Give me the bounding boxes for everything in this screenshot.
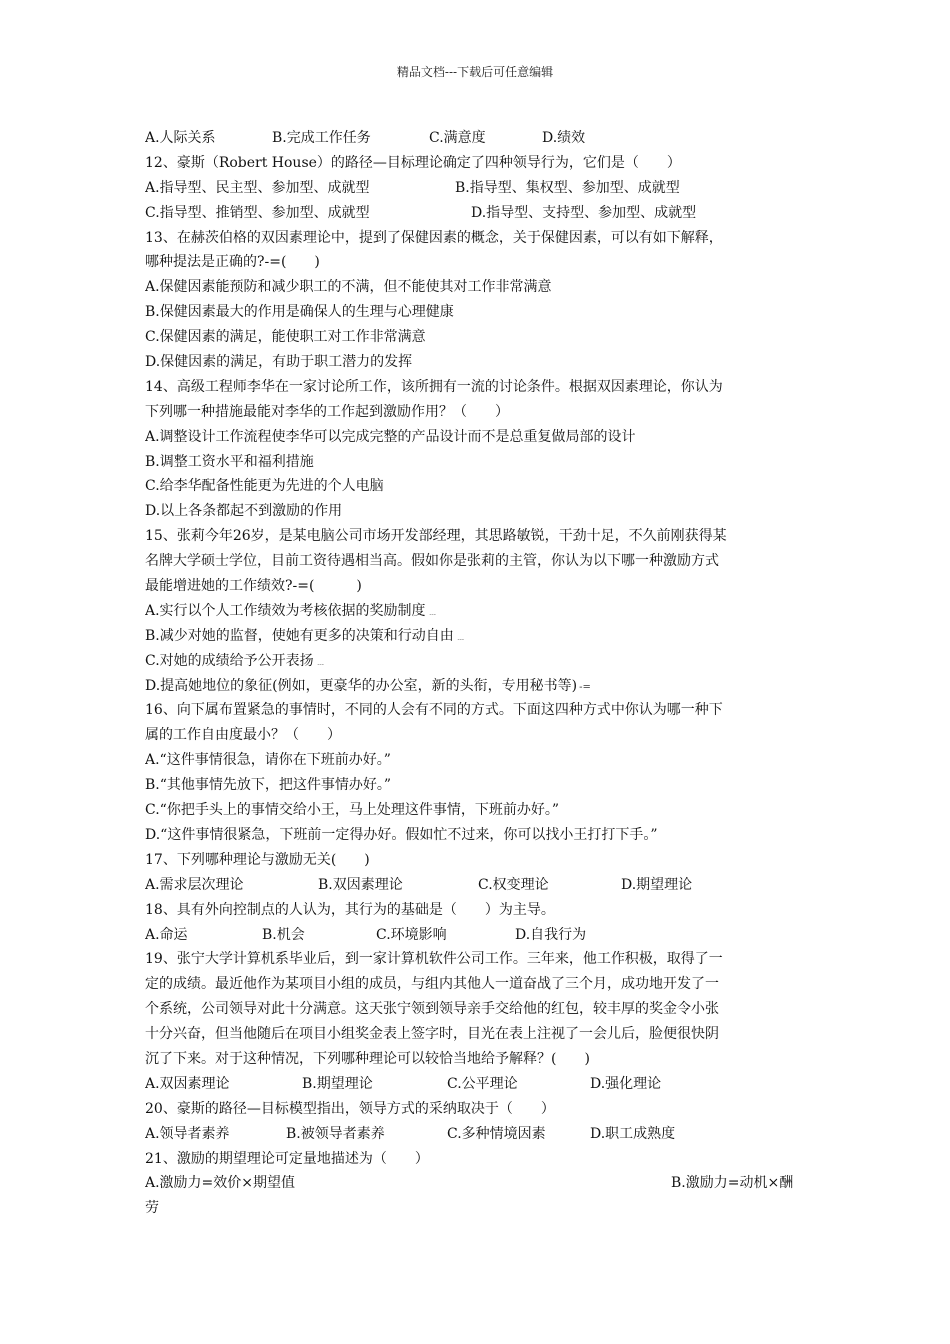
text-line — [145, 250, 810, 275]
option-item: A.领导者素养 — [145, 1125, 230, 1142]
line-text: A.保健因素能预防和减少职工的不满，但不能使其对工作非常满意 — [145, 279, 552, 296]
option-item: C.权变理论 — [478, 876, 549, 893]
line-text: 个系统，公司领导对此十分满意。这天张宁领到领导亲手交给他的红包，较丰厚的奖金令小张 — [145, 1001, 719, 1018]
text-line — [145, 898, 810, 923]
text-line — [145, 997, 810, 1022]
line-text: 十分兴奋，但当他随后在项目小组奖金表上签字时，目光在表上注视了一会儿后，脸便很快阴 — [145, 1026, 719, 1043]
line-text: B.调整工资水平和福利措施 — [145, 453, 314, 470]
option-item: C.指导型、推销型、参加型、成就型 — [145, 204, 370, 221]
text-line — [145, 723, 810, 748]
line-mark: ﹍ — [455, 631, 466, 643]
text-line — [145, 574, 810, 599]
line-text: 20、豪斯的路径—目标模型指出，领导方式的采纳取决于（ ） — [145, 1100, 555, 1117]
line-text: A.激励力=效价×期望值 — [145, 1175, 296, 1192]
line-text: 定的成绩。最近他作为某项目小组的成员，与组内其他人一道奋战了三个月，成功地开发了一 — [145, 976, 719, 993]
line-text: 哪种提法是正确的?-=( ) — [145, 254, 320, 271]
text-line — [145, 300, 810, 325]
option-item: C.满意度 — [429, 130, 486, 146]
option-item: D.期望理论 — [621, 876, 693, 893]
text-line — [145, 823, 810, 848]
line-text: D.以上各条都起不到激励的作用 — [145, 503, 343, 520]
option-item: D.强化理论 — [590, 1075, 662, 1092]
line-text: 17、下列哪种理论与激励无关( ) — [145, 851, 370, 868]
line-text: 属的工作自由度最小？（ ） — [145, 727, 341, 744]
text-line — [145, 748, 810, 773]
line-text: D.提高她地位的象征(例如，更豪华的办公室，新的头衔，专用秘书等) — [145, 677, 578, 694]
text-line — [145, 499, 810, 524]
line-text: 15、张莉今年26岁，是某电脑公司市场开发部经理，其思路敏锐，干劲十足，不久前刚获得某 — [145, 528, 727, 545]
option-item: D.绩效 — [542, 130, 586, 146]
text-line — [145, 649, 810, 674]
text-line — [145, 425, 810, 450]
line-text: C.保健因素的满足，能使职工对工作非常满意 — [145, 329, 426, 346]
text-line — [145, 474, 810, 499]
line-text: 18、具有外向控制点的人认为，其行为的基础是（ ）为主导。 — [145, 901, 555, 918]
text-line — [145, 450, 810, 475]
option-item: A.指导型、民主型、参加型、成就型 — [145, 179, 370, 196]
text-line — [145, 698, 810, 723]
text-line — [145, 848, 810, 873]
text-line — [145, 226, 810, 251]
line-text: D.“这件事情很紧急，下班前一定得办好。假如忙不过来，你可以找小王打打下手。” — [145, 826, 658, 843]
line-text: 12、豪斯（Robert House）的路径—目标理论确定了四种领导行为，它们是（ ） — [145, 154, 681, 171]
option-item: A.双因素理论 — [145, 1075, 230, 1092]
line-text: 14、高级工程师李华在一家讨论所工作，该所拥有一流的讨论条件。根据双因素理论，你认为 — [145, 378, 723, 395]
text-line — [145, 972, 810, 997]
text-line — [145, 350, 810, 375]
line-text: B.减少对她的监督，使她有更多的决策和行动自由 — [145, 627, 454, 644]
line-text: A.调整设计工作流程使李华可以完成完整的产品设计而不是总重复做局部的设计 — [145, 428, 636, 445]
line-mark: ﹍ — [315, 656, 326, 668]
text-line — [145, 1022, 810, 1047]
option-row — [145, 176, 810, 201]
option-row — [145, 873, 810, 898]
line-text: A.“这件事情很急，请你在下班前办好。” — [145, 752, 391, 769]
line-text: 最能增进她的工作绩效?-=( ) — [145, 578, 362, 595]
option-item: B.双因素理论 — [318, 876, 403, 893]
option-item: B.期望理论 — [302, 1075, 373, 1092]
text-line — [145, 524, 810, 549]
line-text: B.保健因素最大的作用是确保人的生理与心理健康 — [145, 304, 454, 321]
option-item: A.命运 — [145, 926, 188, 943]
line-text: C.给李华配备性能更为先进的个人电脑 — [145, 478, 384, 495]
document-body — [145, 126, 810, 1221]
text-line — [145, 599, 810, 624]
option-item: D.自我行为 — [515, 926, 587, 943]
text-line — [145, 549, 810, 574]
option-item: C.公平理论 — [447, 1075, 518, 1092]
option-row — [145, 1072, 810, 1097]
option-item: A.需求层次理论 — [145, 876, 244, 893]
text-line — [145, 674, 810, 699]
line-text: 16、向下属布置紧急的事情时，不同的人会有不同的方式。下面这四种方式中你认为哪一种下 — [145, 702, 723, 719]
option-item: D.职工成熟度 — [590, 1125, 676, 1142]
text-line — [145, 947, 810, 972]
option-item: B.完成工作任务 — [272, 130, 371, 146]
text-line — [145, 375, 810, 400]
option-item: A.人际关系 — [145, 130, 216, 146]
text-line — [145, 624, 810, 649]
text-line — [145, 1147, 810, 1172]
line-text: 沉了下来。对于这种情况，下列哪种理论可以较恰当地给予解释？( ) — [145, 1050, 590, 1067]
line-text: 下列哪一种措施最能对李华的工作起到激励作用？（ ） — [145, 403, 509, 420]
text-line — [145, 1171, 810, 1196]
line-text: 名牌大学硕士学位，目前工资待遇相当高。假如你是张莉的主管，你认为以下哪一种激励方式 — [145, 553, 719, 570]
option-row — [145, 126, 810, 151]
line-text: C.对她的成绩给予公开表扬 — [145, 652, 314, 669]
line-text: 劳 — [145, 1200, 159, 1217]
option-row — [145, 923, 810, 948]
line-text: A.实行以个人工作绩效为考核依据的奖励制度 — [145, 602, 426, 619]
text-line — [145, 1097, 810, 1122]
option-item: B.指导型、集权型、参加型、成就型 — [455, 179, 680, 196]
option-item: B.机会 — [262, 926, 305, 943]
text-line — [145, 400, 810, 425]
line-mark: ﹍ — [427, 606, 438, 618]
line-mark: -= — [579, 681, 591, 693]
text-line — [145, 325, 810, 350]
option-row — [145, 201, 810, 226]
option-item: B.被领导者素养 — [286, 1125, 385, 1142]
page-header: 精品文档---下载后可任意编辑 — [396, 65, 554, 79]
text-line — [145, 1047, 810, 1072]
line-text: C.“你把手头上的事情交给小王，马上处理这件事情，下班前办好。” — [145, 802, 559, 819]
option-row — [145, 1122, 810, 1147]
line-text: 13、在赫茨伯格的双因素理论中，提到了保健因素的概念，关于保健因素，可以有如下解释， — [145, 229, 723, 246]
line-text: B.“其他事情先放下，把这件事情办好。” — [145, 777, 392, 794]
text-line — [145, 798, 810, 823]
line-text: 19、张宁大学计算机系毕业后，到一家计算机软件公司工作。三年来，他工作积极，取得了一 — [145, 951, 723, 968]
option-item: B.激励力=动机×酬 — [671, 1175, 794, 1192]
text-line — [145, 275, 810, 300]
option-item: D.指导型、支持型、参加型、成就型 — [471, 204, 697, 221]
line-text: 21、激励的期望理论可定量地描述为（ ） — [145, 1150, 429, 1167]
text-line — [145, 151, 810, 176]
line-text: D.保健因素的满足，有助于职工潜力的发挥 — [145, 354, 413, 371]
text-line — [145, 773, 810, 798]
option-item: C.环境影响 — [376, 926, 447, 943]
text-line — [145, 1196, 810, 1221]
option-item: C.多种情境因素 — [447, 1125, 546, 1142]
